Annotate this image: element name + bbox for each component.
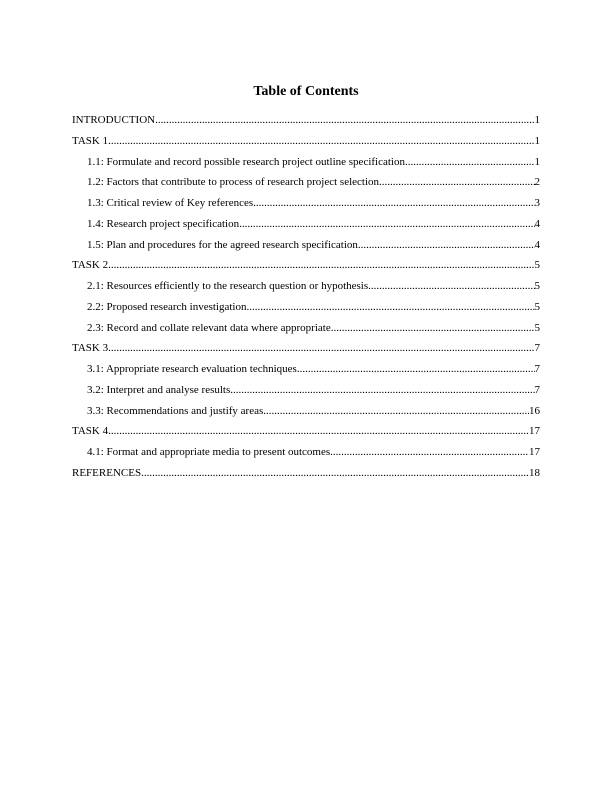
toc-entry-label: 1.3: Critical review of Key references	[87, 197, 254, 209]
toc-entry-2-3[interactable]	[72, 321, 540, 342]
toc-page-number: 17	[529, 446, 540, 458]
dot-leader	[108, 258, 534, 272]
toc-page-number: 5	[534, 280, 540, 292]
toc-page-number: 18	[529, 466, 540, 479]
dot-leader	[297, 362, 535, 376]
toc-entry-label: TASK 1	[72, 134, 109, 147]
dot-leader	[405, 155, 535, 169]
toc-page-number: 5	[534, 321, 540, 334]
toc-entry-3-1[interactable]	[72, 362, 540, 383]
toc-page-number: 1	[534, 134, 540, 147]
toc-entry-1-1[interactable]	[72, 155, 540, 176]
toc-page-number: 1	[534, 114, 540, 126]
dot-leader	[108, 341, 534, 355]
toc-entry-label: 3.1: Appropriate research evaluation techniques	[87, 363, 297, 375]
toc-entry-4-1[interactable]	[72, 445, 540, 466]
dot-leader	[263, 404, 529, 418]
toc-entry-label: 4.1: Format and appropriate media to present outcomes	[87, 446, 331, 458]
toc-entry-task-1[interactable]	[72, 134, 540, 155]
toc-page-number: 5	[534, 300, 540, 313]
toc-entry-task-3[interactable]	[72, 341, 540, 362]
toc-page-number: 7	[534, 383, 540, 396]
toc-page-number: 2	[534, 176, 540, 189]
toc-entry-label: TASK 4	[72, 425, 109, 438]
toc-entry-label: 2.2: Proposed research investigation	[87, 300, 247, 313]
dot-leader	[230, 383, 534, 397]
toc-page-number: 17	[529, 425, 540, 438]
dot-leader	[108, 134, 534, 148]
toc-entry-1-5[interactable]	[72, 238, 540, 259]
toc-entry-label: INTRODUCTION	[72, 114, 156, 126]
dot-leader	[358, 238, 535, 252]
toc-entry-label: 1.5: Plan and procedures for the agreed research specification	[87, 238, 358, 251]
toc-page-number: 1	[534, 155, 540, 168]
toc-entry-label: TASK 2	[72, 259, 109, 272]
toc-page-number: 5	[534, 259, 540, 272]
toc-entry-3-3[interactable]	[72, 404, 540, 425]
dot-leader	[253, 196, 534, 210]
dot-leader	[155, 113, 534, 127]
dot-leader	[246, 300, 534, 314]
toc-page-number: 7	[534, 342, 540, 355]
toc-entry-2-2[interactable]	[72, 300, 540, 321]
dot-leader	[108, 424, 529, 438]
toc-entry-1-2[interactable]	[72, 175, 540, 196]
toc-entry-label: 3.2: Interpret and analyse results	[87, 383, 231, 396]
toc-entry-label: TASK 3	[72, 342, 109, 355]
toc-page-number: 3	[534, 197, 540, 209]
dot-leader	[379, 175, 534, 189]
toc-page-number: 4	[534, 217, 540, 230]
dot-leader	[330, 445, 529, 459]
dot-leader	[368, 279, 534, 293]
toc-entry-label: 1.1: Formulate and record possible research project outline specification	[87, 155, 405, 168]
toc-page-number: 7	[534, 363, 540, 375]
toc-entry-task-4[interactable]	[72, 424, 540, 445]
dot-leader	[331, 321, 535, 335]
toc-entry-task-2[interactable]	[72, 258, 540, 279]
toc-title: Table of Contents	[253, 84, 359, 99]
toc-entry-references[interactable]	[72, 466, 540, 487]
toc-entry-1-4[interactable]	[72, 217, 540, 238]
toc-entry-label: 3.3: Recommendations and justify areas	[87, 404, 264, 417]
toc-entry-label: REFERENCES	[72, 466, 142, 479]
toc-page-number: 16	[529, 404, 540, 417]
toc-page-number: 4	[534, 238, 540, 251]
toc-entry-1-3[interactable]	[72, 196, 540, 217]
toc-list	[72, 113, 540, 487]
toc-entry-2-1[interactable]	[72, 279, 540, 300]
toc-entry-introduction[interactable]	[72, 113, 540, 134]
dot-leader	[239, 217, 534, 231]
toc-entry-label: 1.4: Research project specification	[87, 217, 240, 230]
dot-leader	[141, 466, 529, 480]
toc-entry-label: 1.2: Factors that contribute to process of research project selection	[87, 176, 380, 189]
toc-entry-3-2[interactable]	[72, 383, 540, 404]
toc-entry-label: 2.1: Resources efficiently to the research question or hypothesis	[87, 280, 369, 292]
toc-entry-label: 2.3: Record and collate relevant data where appropriate	[87, 321, 331, 334]
